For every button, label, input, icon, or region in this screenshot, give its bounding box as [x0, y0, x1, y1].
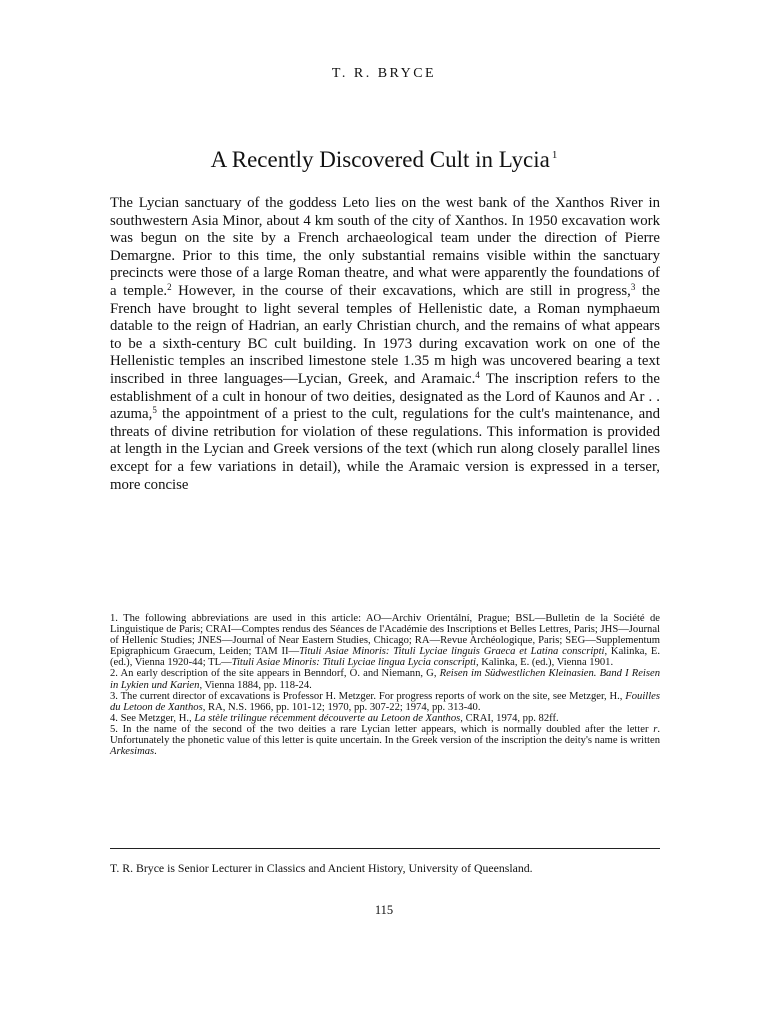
running-head: T. R. BRYCE [331, 66, 437, 81]
footnote-ref-2[interactable]: 2 [167, 281, 172, 292]
footnote-text: 1. The following abbreviations are used in this article: AO—Archiv Orientální, Prague; BSL—Bulletin de la Société de Linguistique de Paris; CRAI—Comptes rendus des Séances de l'Académie des Inscriptions et Belles Lettres, Paris; JHS—Journal of Hellenic Studies; JNES—Journal of Near Eastern Studies, Chicago; RA—Revue Archéologique, Paris; SEG—Supplementum Epigraphicum Graecum, Leiden; TAM II— [110, 613, 660, 658]
page-number: 115 [374, 903, 394, 917]
article-title-text: A Recently Discovered Cult in Lycia [210, 147, 550, 172]
body-paragraph [110, 195, 660, 494]
footnotes [110, 613, 660, 757]
footnote-italic: Tituli Asiae Minoris: Tituli Lyciae linguis Graeca et Latina conscripti [299, 646, 605, 658]
footnote-italic: Tituli Asiae Minoris: Tituli Lyciae lingua Lycia conscripti [231, 657, 476, 669]
footnote-1 [110, 613, 660, 668]
footnote-ref-3[interactable]: 3 [630, 281, 636, 292]
footnote-3 [110, 691, 660, 713]
footnote-2 [110, 668, 660, 690]
footnote-text: 2. An early description of the site appears in Benndorf, O. and Niemann, G, [110, 668, 440, 680]
footnote-italic: Reisen im Südwestlichen Kleinasien. Band I Reisen in Lykien und Karien [110, 668, 660, 691]
footnote-text: , Kalinka, E. (ed.), Vienna 1901. [475, 657, 614, 669]
footnote-4 [110, 713, 660, 724]
body-text-segment: the appointment of a priest to the cult, regulations for the cult's maintenance, and threats of divine retribution for violation of these regulations. This information is provided at length in the Lycian and Greek versions of the text (which run along closely parallel lines except for a few variations in detail), while the Aramaic version is expressed in a terser, more concise [110, 406, 660, 493]
footnote-text: 4. See Metzger, H., [110, 712, 195, 724]
footnote-ref-5[interactable]: 5 [152, 405, 157, 416]
footnote-text: , Kalinka, E. (ed.), Vienna 1920-44; TL— [110, 646, 661, 669]
footnote-text: , CRAI, 1974, pp. 82ff. [460, 712, 559, 724]
body-text-segment: The Lycian sanctuary of the goddess Leto lies on the west bank of the Xanthos River in southwestern Asia Minor, about 4 km south of the city of Xanthos. In 1950 excavation work was begun on the site by a French archaeological team under the direction of Pierre Demargne. Prior to this time, the only substantial remains visible within the sanctuary precincts were those of a large Roman theatre, and what were apparently the foundations of a temple. [110, 195, 660, 299]
footnote-text: , Vienna 1884, pp. 118-24. [199, 679, 312, 691]
footnote-text: 5. In the name of the second of the two deities a rare Lycian letter appears, which is normally doubled after the letter [110, 723, 654, 735]
body-text-segment: However, in the course of their excavations, which are still in progress, [171, 282, 631, 299]
body-text-segment: the French have brought to light several temples of Hellenistic date, a Roman nymphaeum datable to the reign of Hadrian, an early Christian church, and the remains of what appears to be a sixth-century BC cult building. In 1973 during excavation work on one of the Hellenistic temples an inscribed limestone stele 1.35 m high was uncovered bearing a text inscribed in three languages—Lycian, Greek, and Aramaic. [110, 282, 660, 387]
author-note: T. R. Bryce is Senior Lecturer in Classics and Ancient History, University of Queensland. [110, 861, 533, 875]
footnote-text: 3. The current director of excavations is Professor H. Metzger. For progress reports of work on the site, see Metzger, H., [110, 690, 626, 702]
footnote-ref-4[interactable]: 4 [475, 369, 480, 380]
footnote-text: , RA, N.S. 1966, pp. 101-12; 1970, pp. 307-22; 1974, pp. 313-40. [202, 701, 481, 713]
footnote-italic: Arkesimas [110, 746, 155, 758]
footnote-italic: La stèle trilingue récemment découverte au Letoon de Xanthos [194, 712, 461, 724]
body-text-segment: The inscription refers to the establishment of a cult in honour of two deities, designated as the Lord of Kaunos and Ar . . azuma, [110, 370, 660, 423]
article-title [0, 147, 768, 173]
footnote-italic: Fouilles du Letoon de Xanthos [110, 690, 660, 713]
footnote-italic: r [653, 723, 658, 735]
author-note-divider [110, 848, 660, 849]
title-footnote-mark[interactable]: 1 [551, 149, 558, 161]
footnote-5 [110, 724, 660, 757]
footnote-text: . Unfortunately the phonetic value of this letter is quite uncertain. In the Greek version of the inscription the deity's name is written [110, 723, 660, 747]
footnote-text: . [154, 746, 157, 758]
